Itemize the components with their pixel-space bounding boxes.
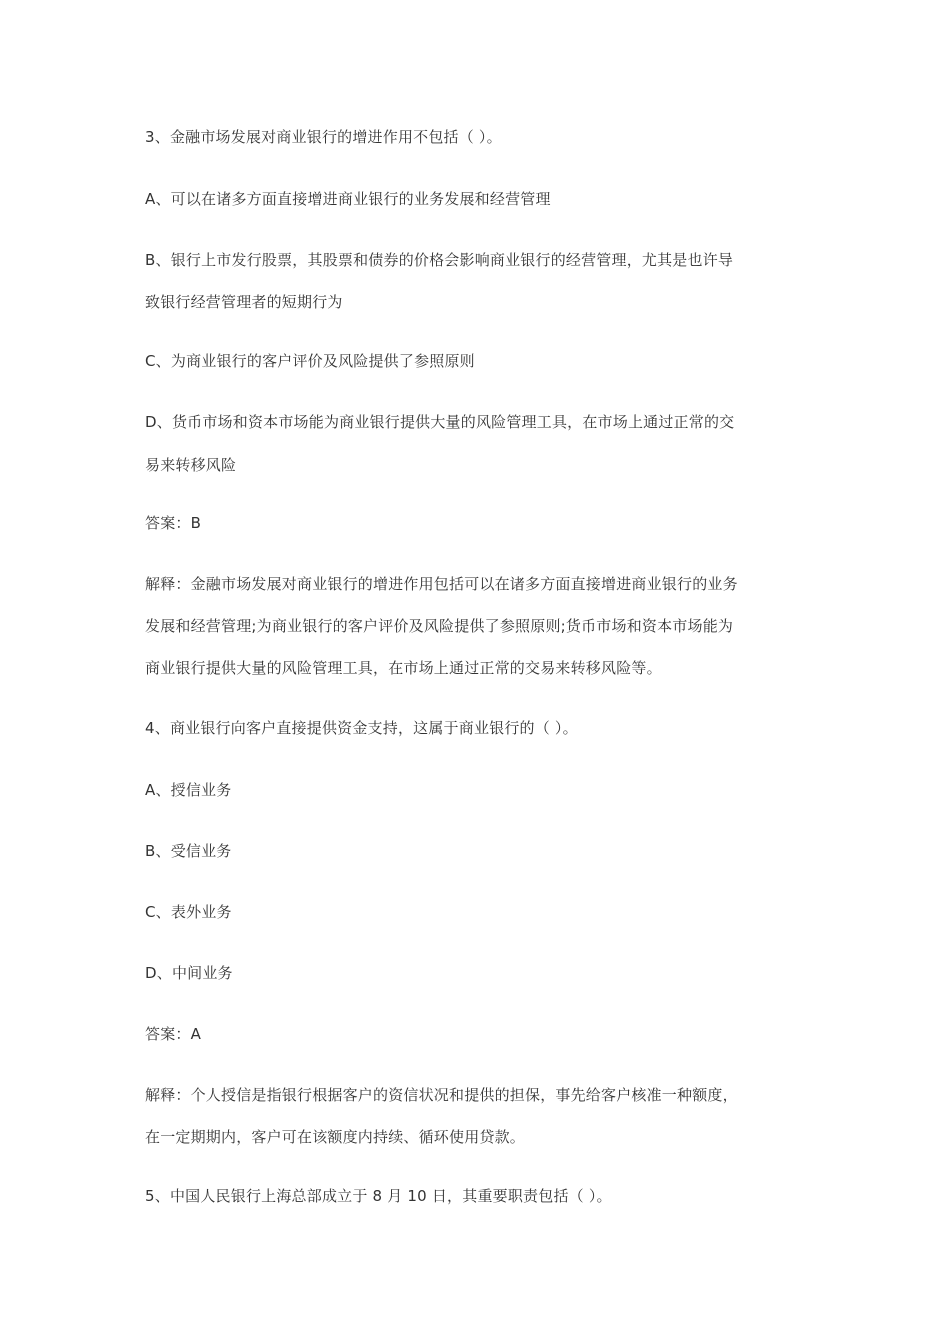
q4-explanation-line-1: 解释：个人授信是指银行根据客户的资信状况和提供的担保，事先给客户核准一种额度， <box>145 1086 738 1104</box>
q4-option-d: D、中间业务 <box>145 964 233 982</box>
q3-option-d-line-2: 易来转移风险 <box>145 456 237 474</box>
q3-explanation-line-1: 解释：金融市场发展对商业银行的增进作用包括可以在诸多方面直接增进商业银行的业务 <box>145 575 738 593</box>
q3-explanation-line-3: 商业银行提供大量的风险管理工具，在市场上通过正常的交易来转移风险等。 <box>145 659 662 677</box>
q5-question: 5、中国人民银行上海总部成立于 8 月 10 日，其重要职责包括（ ）。 <box>145 1187 612 1205</box>
q4-option-b: B、受信业务 <box>145 842 232 860</box>
q4-answer: 答案：A <box>145 1025 202 1043</box>
q4-option-c: C、表外业务 <box>145 903 232 921</box>
q4-question: 4、商业银行向客户直接提供资金支持，这属于商业银行的（ ）。 <box>145 719 578 737</box>
q3-option-b-line-2: 致银行经营管理者的短期行为 <box>145 293 343 311</box>
q4-explanation-line-2: 在一定期期内，客户可在该额度内持续、循环使用贷款。 <box>145 1128 526 1146</box>
q3-option-b-line-1: B、银行上市发行股票，其股票和债券的价格会影响商业银行的经营管理，尤其是也许导 <box>145 251 734 269</box>
q3-answer: 答案：B <box>145 514 202 532</box>
q3-option-d-line-1: D、货币市场和资本市场能为商业银行提供大量的风险管理工具，在市场上通过正常的交 <box>145 413 735 431</box>
q3-option-c: C、为商业银行的客户评价及风险提供了参照原则 <box>145 352 475 370</box>
q3-option-a: A、可以在诸多方面直接增进商业银行的业务发展和经营管理 <box>145 190 551 208</box>
q3-explanation-line-2: 发展和经营管理;为商业银行的客户评价及风险提供了参照原则;货币市场和资本市场能为 <box>145 617 734 635</box>
q4-option-a: A、授信业务 <box>145 781 232 799</box>
q3-question: 3、金融市场发展对商业银行的增进作用不包括（ ）。 <box>145 128 502 146</box>
